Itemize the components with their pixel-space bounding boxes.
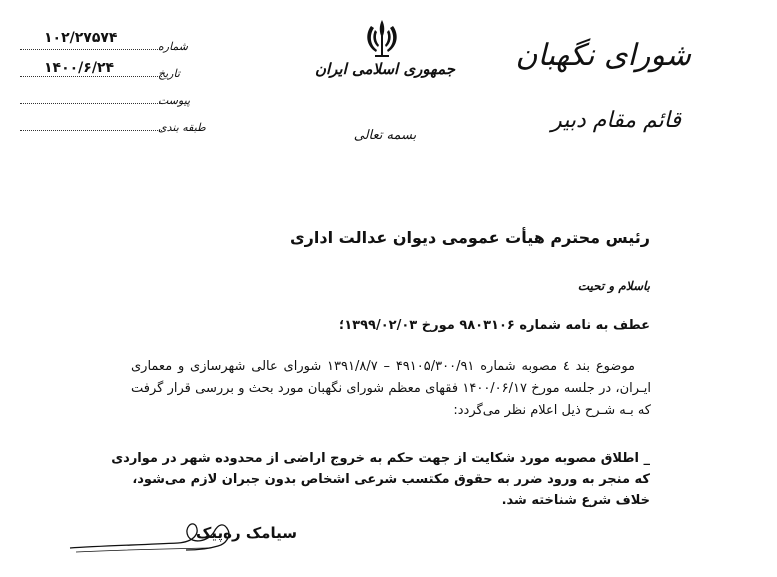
ruling-text: _ اطلاق مصوبه مورد شکایت از جهت حکم به خروج اراضی از محدوده شهر در مواردی که منجر به ورود ضرر به حقوق مکتسب شرعی اشخاص بدون جبران لازم می‌شود، خلاف شرع شناخته شد. xyxy=(111,451,650,508)
letter-date-label: تاریخ xyxy=(158,67,180,80)
reference-line: عطف به نامه شماره ۹۸۰۳۱۰۶ مورخ ۱۳۹۹/۰۲/۰۳؛ xyxy=(339,318,650,333)
letter-date-line xyxy=(20,76,162,77)
letter-number-value: ۱۰۲/۲۷۵۷۴ xyxy=(44,30,118,46)
attachment-label: پیوست xyxy=(158,94,191,107)
body-paragraph xyxy=(131,356,651,422)
signer-name: سیامک ره‌پیک xyxy=(196,524,297,542)
letter-number-label: شماره xyxy=(158,40,189,53)
addressee: رئیس محترم هیأت عمومی دیوان عدالت اداری xyxy=(290,228,650,247)
iran-emblem-icon xyxy=(362,18,402,62)
letter-date-value: ۱۴۰۰/۶/۲۴ xyxy=(44,60,115,76)
republic-name: جمهوری اسلامی ایران xyxy=(314,60,456,78)
classification-line xyxy=(20,130,162,131)
body-paragraph-text: موضوع بند ٤ مصوبه شماره ۴۹۱۰۵/۳۰۰/۹۱ – ۱۳۹۱/۸/۷ شورای عالی شهرسازی و معماری ایـران، در جلسه مورخ ۱۴۰۰/۰۶/۱۷ فقهای معظم شورای نگهبان مورد بحث و بررسی قرار گرفت که بـه شـرح ذیل اعلام نظر می‌گردد: xyxy=(131,359,652,418)
attachment-line xyxy=(20,103,162,104)
letter-number-line xyxy=(20,49,162,50)
deputy-title: قائم مقام دبیر xyxy=(551,108,681,133)
classification-label: طبقه بندی xyxy=(158,121,206,134)
greeting: باسلام و تحیت xyxy=(577,279,650,293)
bismillah: بسمه تعالی xyxy=(353,128,417,143)
council-name: شورای نگهبان xyxy=(515,38,691,73)
